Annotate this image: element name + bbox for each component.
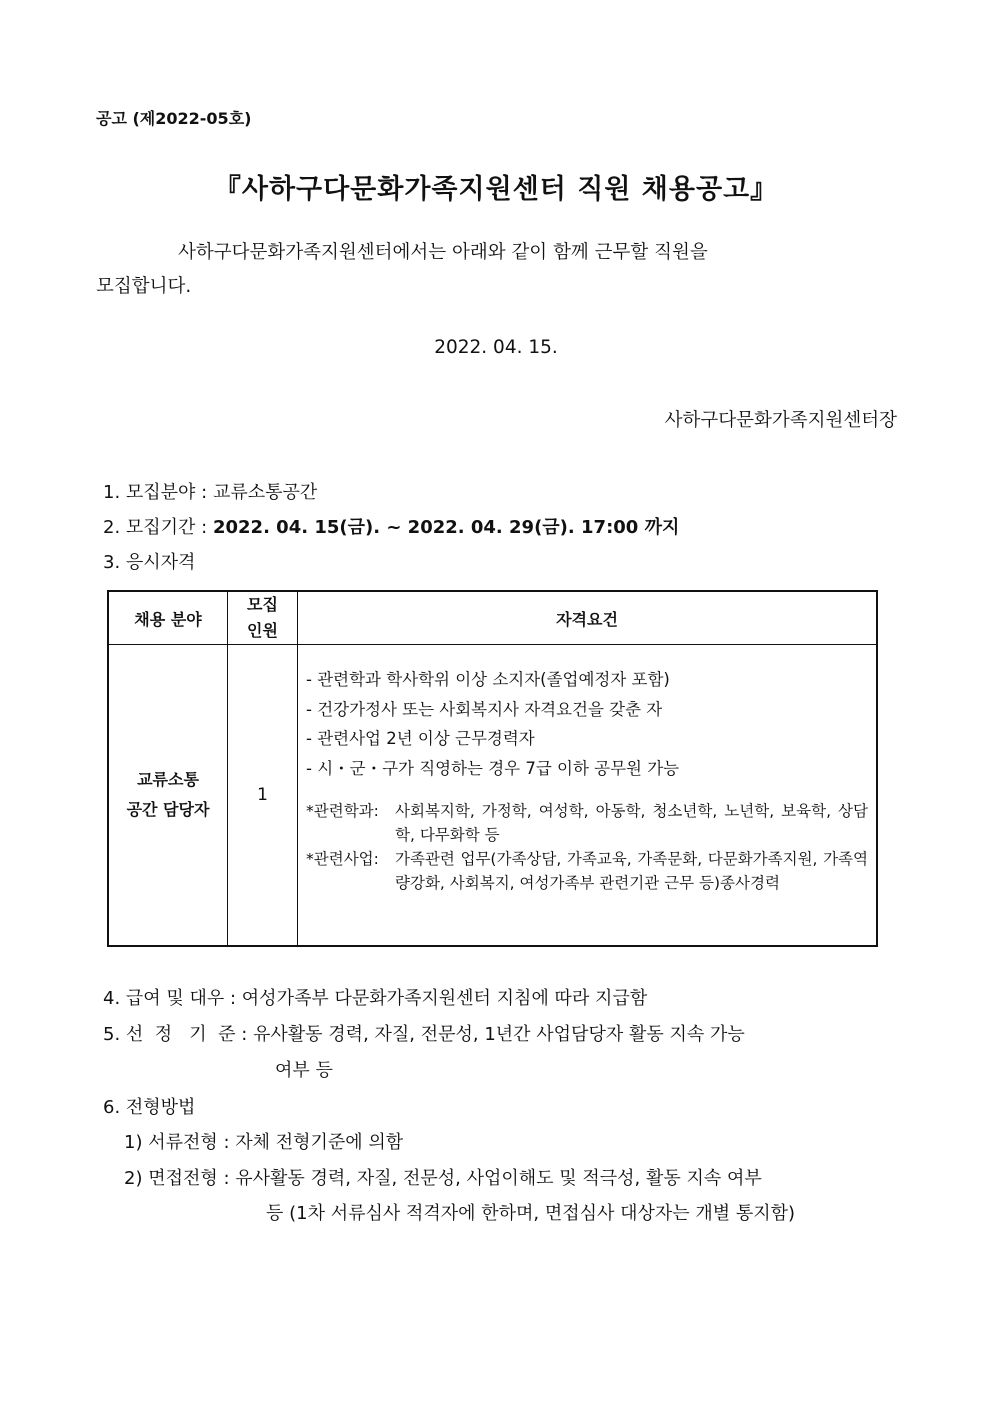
section-recruit-period: [103, 513, 679, 539]
requirement-item: - 시・군・구가 직영하는 경우 7급 이하 공무원 가능: [306, 758, 680, 778]
section-value: 교류소통공간: [212, 482, 318, 503]
section-label: 5. 선 정 기 준 :: [103, 1024, 254, 1045]
note-related-majors: [306, 799, 868, 847]
header-qualifications: 자격요건: [298, 591, 878, 645]
requirement-item: - 건강가정사 또는 사회복지사 자격요건을 갖춘 자: [306, 699, 663, 719]
section-value: 유사활동 경력, 자질, 전문성, 1년간 사업담당자 활동 지속 가능: [253, 1024, 745, 1045]
notice-number: 공고 (제2022-05호): [96, 109, 252, 128]
note-related-work: [306, 847, 868, 895]
cell-field: [108, 645, 228, 947]
note-label: *관련사업:: [306, 850, 379, 868]
field-line2: 공간 담당자: [126, 800, 210, 819]
section-label: 2. 모집기간 :: [103, 517, 213, 538]
note-label: *관련학과:: [306, 802, 379, 820]
section-value: 2022. 04. 15(금). ~ 2022. 04. 29(금). 17:00 까지: [212, 517, 680, 538]
header-field: 채용 분야: [108, 591, 228, 645]
note-text: 가족관련 업무(가족상담, 가족교육, 가족문화, 다문화가족지원, 가족역량강화, 사회복지, 여성가족부 관련기관 근무 등)종사경력: [395, 850, 868, 892]
requirement-item: - 관련학과 학사학위 이상 소지자(졸업예정자 포함): [306, 670, 670, 689]
section-qualifications-heading: 3. 응시자격: [103, 552, 196, 573]
header-count: [228, 591, 298, 645]
section-selection-criteria: [103, 1020, 745, 1046]
requirement-item: - 관련사업 2년 이상 근무경력자: [306, 729, 535, 748]
screening-step-interview: 2) 면접전형 : 유사활동 경력, 자질, 전문성, 사업이해도 및 적극성, 활동 지속 여부: [124, 1168, 762, 1189]
table-row: [108, 645, 877, 947]
intro-line-1: 사하구다문화가족지원센터에서는 아래와 같이 함께 근무할 직원을: [178, 242, 708, 263]
header-count-line1: 모집: [247, 595, 278, 614]
issuer-signature: 사하구다문화가족지원센터장: [664, 410, 897, 431]
qualification-table: [107, 590, 878, 947]
section-selection-criteria-cont: 여부 등: [275, 1060, 333, 1081]
section-label: 4. 급여 및 대우 :: [103, 988, 242, 1009]
screening-step-interview-cont: 등 (1차 서류심사 적격자에 한하며, 면접심사 대상자는 개별 통지함): [266, 1203, 796, 1224]
section-salary: [103, 984, 647, 1010]
table-header-row: [108, 591, 877, 645]
cell-count: 1: [228, 645, 298, 947]
section-screening-method: 6. 전형방법: [103, 1097, 196, 1118]
screening-step-document: 1) 서류전형 : 자체 전형기준에 의함: [124, 1132, 404, 1153]
section-label: 1. 모집분야 :: [103, 482, 213, 503]
intro-line-2: 모집합니다.: [96, 276, 192, 297]
cell-qualifications: [298, 645, 878, 947]
section-value: 여성가족부 다문화가족지원센터 지침에 따라 지급함: [241, 988, 648, 1009]
page-title: 『사하구다문화가족지원센터 직원 채용공고』: [213, 174, 779, 205]
note-text: 사회복지학, 가정학, 여성학, 아동학, 청소년학, 노년학, 보육학, 상담학, 다무화학 등: [395, 802, 868, 844]
section-recruit-field: [103, 478, 317, 504]
field-line1: 교류소통: [137, 770, 199, 789]
notice-date: 2022. 04. 15.: [434, 337, 558, 358]
header-count-line2: 인원: [247, 621, 278, 640]
